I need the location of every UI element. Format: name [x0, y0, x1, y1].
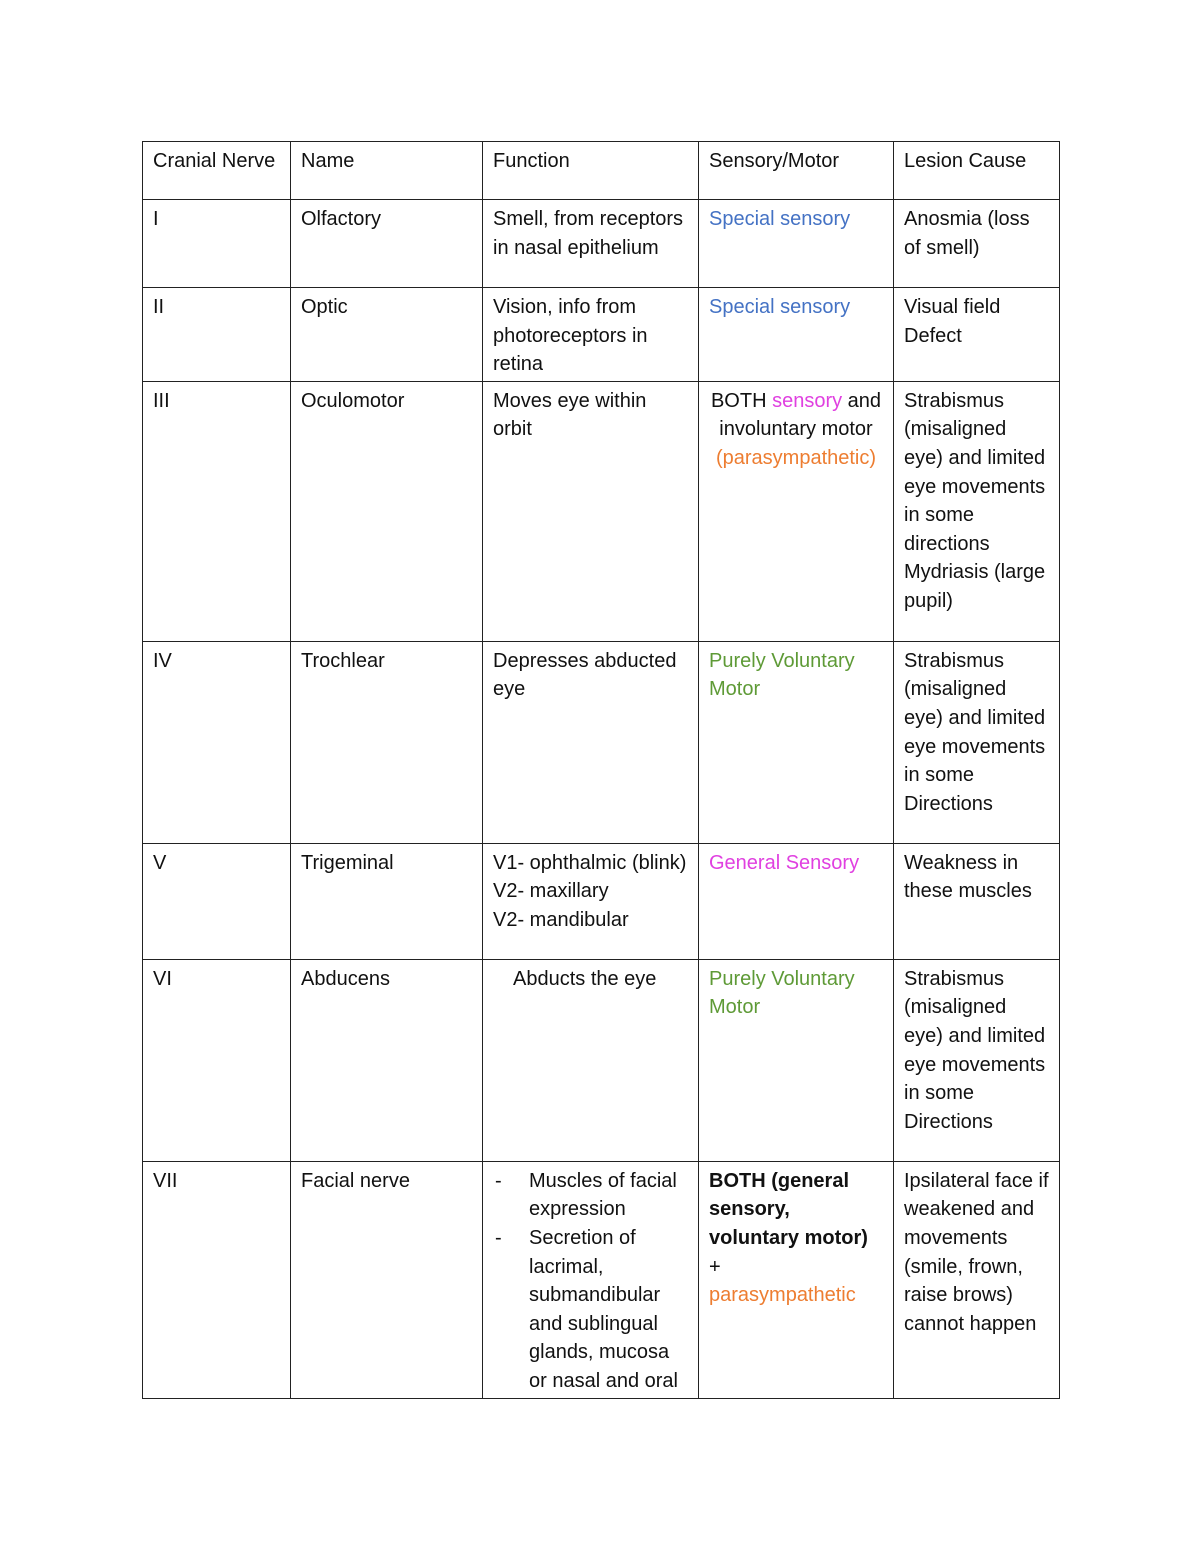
- header-cranial-nerve: Cranial Nerve: [143, 142, 291, 200]
- table-row: [143, 1161, 1060, 1398]
- nerve-function: [483, 843, 699, 959]
- nerve-name: Trochlear: [291, 641, 483, 843]
- lesion-cause: Anosmia (loss of smell): [894, 200, 1060, 288]
- lesion-cause: Strabismus (misaligned eye) and limited eye movements in some Directions: [894, 641, 1060, 843]
- function-line: V2- mandibular: [493, 908, 629, 931]
- header-sensory-motor: Sensory/Motor: [699, 142, 894, 200]
- nerve-type: Special sensory: [699, 200, 894, 288]
- parasympathetic-label: parasympathetic: [709, 1284, 856, 1307]
- header-name: Name: [291, 142, 483, 200]
- function-bullet-text: Secretion of lacrimal, submandibular and sublingual glands, mucosa or nasal and oral: [529, 1226, 678, 1392]
- nerve-function: Moves eye within orbit: [483, 381, 699, 641]
- nerve-number: VII: [143, 1161, 291, 1398]
- table-row: [143, 200, 1060, 288]
- sensory-label: sensory: [772, 389, 843, 412]
- table-header-row: [143, 142, 1060, 200]
- lesion-cause: Strabismus (misaligned eye) and limited eye movements in some Directions: [894, 959, 1060, 1161]
- function-line: V1- ophthalmic (blink): [493, 851, 687, 874]
- both-label: BOTH: [710, 389, 767, 412]
- table-row: [143, 381, 1060, 641]
- nerve-type: Purely Voluntary Motor: [699, 959, 894, 1161]
- lesion-cause: Ipsilateral face if weakened and movements (smile, frown, raise brows) cannot happen: [894, 1161, 1060, 1398]
- nerve-number: IV: [143, 641, 291, 843]
- table-row: [143, 959, 1060, 1161]
- list-item: [493, 1224, 688, 1396]
- nerve-number: III: [143, 381, 291, 641]
- nerve-name: Oculomotor: [291, 381, 483, 641]
- nerve-type: Purely Voluntary Motor: [699, 641, 894, 843]
- header-function: Function: [483, 142, 699, 200]
- nerve-name: Trigeminal: [291, 843, 483, 959]
- lesion-cause: Strabismus (misaligned eye) and limited eye movements in some directions Mydriasis (large pupil): [894, 381, 1060, 641]
- parasympathetic-label: (parasympathetic): [715, 446, 877, 469]
- nerve-name: Abducens: [291, 959, 483, 1161]
- involuntary-motor-label: and involuntary motor: [719, 389, 882, 441]
- nerve-name: Facial nerve: [291, 1161, 483, 1398]
- nerve-name: Olfactory: [291, 200, 483, 288]
- lesion-cause: Visual field Defect: [894, 288, 1060, 382]
- lesion-cause: Weakness in these muscles: [894, 843, 1060, 959]
- nerve-function: Depresses abducted eye: [483, 641, 699, 843]
- cranial-nerve-table: [142, 141, 1060, 1399]
- nerve-function: [483, 1161, 699, 1398]
- function-bullet-list: [493, 1167, 688, 1396]
- table-row: [143, 288, 1060, 382]
- nerve-function: Smell, from receptors in nasal epithelium: [483, 200, 699, 288]
- nerve-type: General Sensory: [699, 843, 894, 959]
- nerve-function: Abducts the eye: [483, 959, 699, 1161]
- function-line: V2- maxillary: [493, 880, 609, 903]
- bullet-dash: -: [495, 1226, 502, 1249]
- nerve-name: Optic: [291, 288, 483, 382]
- table-row: [143, 843, 1060, 959]
- nerve-type: Special sensory: [699, 288, 894, 382]
- list-item: [493, 1167, 688, 1224]
- both-general-voluntary-label: BOTH (general sensory, voluntary motor): [709, 1169, 868, 1249]
- nerve-number: I: [143, 200, 291, 288]
- nerve-number: V: [143, 843, 291, 959]
- nerve-number: II: [143, 288, 291, 382]
- nerve-type: [699, 1161, 894, 1398]
- nerve-function: Vision, info from photoreceptors in retina: [483, 288, 699, 382]
- nerve-number: VI: [143, 959, 291, 1161]
- nerve-type: [699, 381, 894, 641]
- table-row: [143, 641, 1060, 843]
- plus-sign: +: [709, 1255, 721, 1278]
- bullet-dash: -: [495, 1169, 502, 1192]
- function-bullet-text: Muscles of facial expression: [529, 1169, 677, 1221]
- header-lesion-cause: Lesion Cause: [894, 142, 1060, 200]
